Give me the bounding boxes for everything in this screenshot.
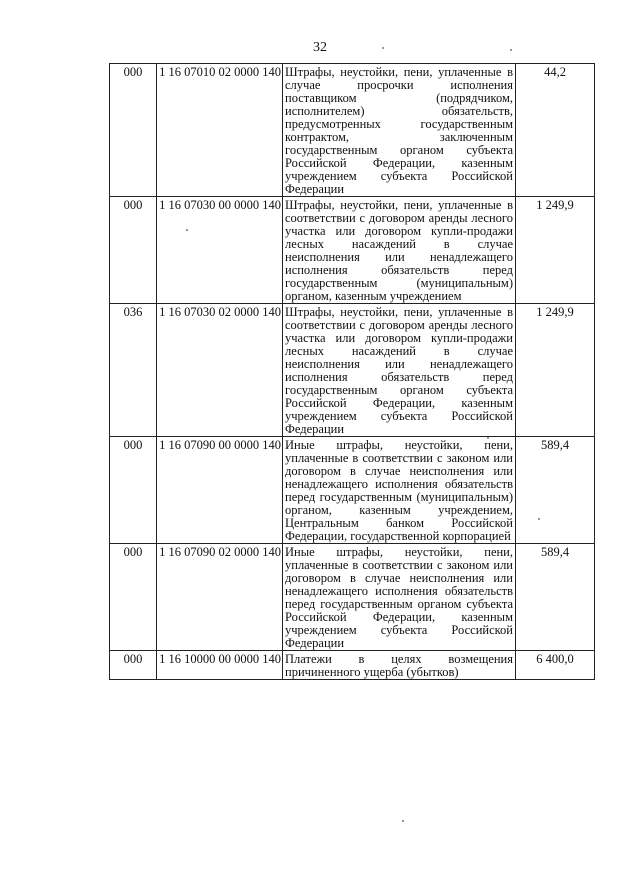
- revenue-name-cell: Штрафы, неустойки, пени, уплаченные в соответствии с договором аренды лесного участка или договором купли-продажи лесных насаждений в случае неисполнения или ненадлежащего исполнения обязательств перед государственным (муниципальным) органом, казенным учреждением: [283, 197, 516, 304]
- admin-code-cell: 000: [110, 544, 157, 651]
- table-row: [110, 437, 595, 544]
- budget-code-cell: 1 16 07090 00 0000 140: [157, 437, 283, 544]
- admin-code-cell: 000: [110, 437, 157, 544]
- budget-code-cell: 1 16 07090 02 0000 140: [157, 544, 283, 651]
- amount-cell: 6 400,0: [516, 651, 595, 680]
- scan-speck: [510, 49, 512, 51]
- budget-code-cell: 1 16 10000 00 0000 140: [157, 651, 283, 680]
- admin-code-cell: 000: [110, 64, 157, 197]
- budget-code-cell: 1 16 07010 02 0000 140: [157, 64, 283, 197]
- revenue-name-cell: Иные штрафы, неустойки, пени, уплаченные в соответствии с законом или договором в случае неисполнения или ненадлежащего исполнения обязательств перед государственным органом субъекта Российской Федерации, казенным учреждением субъекта Российской Федерации: [283, 544, 516, 651]
- amount-cell: 1 249,9: [516, 197, 595, 304]
- admin-code-cell: 000: [110, 197, 157, 304]
- admin-code-cell: 036: [110, 304, 157, 437]
- budget-code-cell: 1 16 07030 00 0000 140: [157, 197, 283, 304]
- scan-speck: [402, 820, 404, 822]
- table-row: [110, 197, 595, 304]
- amount-cell: 44,2: [516, 64, 595, 197]
- amount-cell: 1 249,9: [516, 304, 595, 437]
- revenue-name-cell: Иные штрафы, неустойки, пени, уплаченные в соответствии с законом или договором в случае неисполнения или ненадлежащего исполнения обязательств перед государственным (муниципальным) органом, казенным учреждением, Центральным банком Российской Федерации, государственной корпорацией: [283, 437, 516, 544]
- table-row: [110, 304, 595, 437]
- table-row: [110, 64, 595, 197]
- revenue-name-cell: Штрафы, неустойки, пени, уплаченные в соответствии с договором аренды лесного участка или договором купли-продажи лесных насаждений в случае неисполнения или ненадлежащего исполнения обязательств перед государственным органом субъекта Российской Федерации, казенным учреждением субъекта Российской Федерации: [283, 304, 516, 437]
- admin-code-cell: 000: [110, 651, 157, 680]
- revenue-name-cell: Платежи в целях возмещения причиненного ущерба (убытков): [283, 651, 516, 680]
- scan-speck: [382, 47, 384, 49]
- budget-code-cell: 1 16 07030 02 0000 140: [157, 304, 283, 437]
- revenue-classification-table: [109, 63, 595, 680]
- revenue-name-cell: Штрафы, неустойки, пени, уплаченные в случае просрочки исполнения поставщиком (подрядчиком, исполнителем) обязательств, предусмотренных государственным контрактом, заключенным государственным органом субъекта Российской Федерации, казенным учреждением субъекта Российской Федерации: [283, 64, 516, 197]
- amount-cell: 589,4: [516, 544, 595, 651]
- page-number: 32: [313, 40, 327, 55]
- amount-cell: 589,4: [516, 437, 595, 544]
- table-row: [110, 544, 595, 651]
- table-row: [110, 651, 595, 680]
